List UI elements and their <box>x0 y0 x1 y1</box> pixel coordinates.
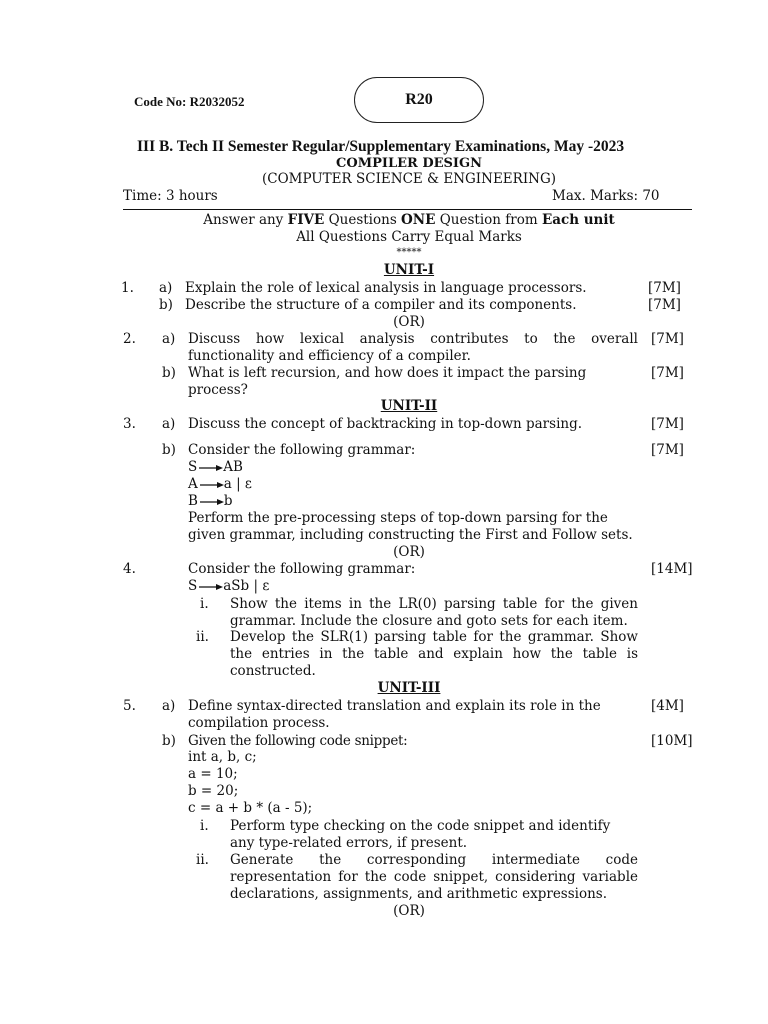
instr-each-unit: Each unit <box>541 212 615 228</box>
q2b-marks: [7M] <box>651 365 684 381</box>
code-line-4: c = a + b * (a - 5); <box>188 800 313 816</box>
time-label: Time: 3 hours <box>123 188 218 204</box>
or-separator-2: (OR) <box>393 544 425 560</box>
q5a-label: a) <box>162 698 176 714</box>
produces-arrow-icon <box>198 480 224 490</box>
produces-arrow-icon <box>198 497 224 507</box>
q1a-marks: [7M] <box>648 280 681 296</box>
q3b-marks: [7M] <box>651 442 684 458</box>
code-line-1: int a, b, c; <box>188 749 257 765</box>
q3-number: 3. <box>123 416 136 432</box>
q3b-label: b) <box>162 442 176 458</box>
grammar-lhs: S <box>188 578 198 594</box>
code-line-3: b = 20; <box>188 783 239 799</box>
q1a-text: Explain the role of lexical analysis in language processors. <box>185 280 587 296</box>
or-separator-1: (OR) <box>393 314 425 330</box>
grammar-rhs: AB <box>223 459 243 475</box>
grammar-rhs: aSb | ε <box>223 578 270 594</box>
q3-grammar-rule-2 <box>188 476 252 493</box>
grammar-lhs: B <box>188 493 198 509</box>
unit-3-heading: UNIT-III <box>377 680 441 696</box>
q2a-marks: [7M] <box>651 331 684 347</box>
q5-i-label: i. <box>200 818 209 834</box>
grammar-rhs: a | ε <box>223 476 252 492</box>
q2-number: 2. <box>123 331 136 347</box>
or-separator-3: (OR) <box>393 903 425 919</box>
q5b-text: Given the following code snippet: <box>188 733 408 749</box>
q5-ii-label: ii. <box>196 852 209 868</box>
subject-title: COMPILER DESIGN <box>336 156 482 171</box>
q3-grammar-rule-1 <box>188 459 243 476</box>
header-divider <box>123 209 692 210</box>
q2a-text: Discuss how lexical analysis contributes to the overall functionality and efficiency of a compiler. <box>188 331 638 364</box>
q3a-label: a) <box>162 416 176 432</box>
instruction-line-2: All Questions Carry Equal Marks <box>296 229 522 245</box>
q5b-label: b) <box>162 733 176 749</box>
exam-title: III B. Tech II Semester Regular/Supplementary Examinations, May -2023 <box>137 138 625 155</box>
grammar-lhs: S <box>188 459 198 475</box>
instr-text-a: Answer any <box>203 212 288 228</box>
q1-number: 1. <box>121 280 134 296</box>
q1b-marks: [7M] <box>648 297 681 313</box>
q5-ii-text: Generate the corresponding intermediate code representation for the code snippet, considering variable declarations, assignments, and arithmetic expressions. <box>230 852 638 902</box>
q4-text: Consider the following grammar: <box>188 561 416 577</box>
code-line-2: a = 10; <box>188 766 238 782</box>
q5-i-text: Perform type checking on the code snippet and identify any type-related errors, if present. <box>230 818 611 851</box>
unit-1-heading: UNIT-I <box>383 262 435 278</box>
q4-i-text: Show the items in the LR(0) parsing table for the given grammar. Include the closure and goto sets for each item. <box>230 596 638 629</box>
q4-ii-text: Develop the SLR(1) parsing table for the grammar. Show the entries in the table and explain how the table is constructed. <box>230 629 638 679</box>
produces-arrow-icon <box>197 582 223 592</box>
instr-five: FIVE <box>287 212 325 228</box>
q1b-text: Describe the structure of a compiler and its components. <box>185 297 577 313</box>
regulation-badge <box>354 77 484 123</box>
instruction-stars: ***** <box>396 247 422 258</box>
regulation-label: R20 <box>405 91 433 108</box>
q2b-text: What is left recursion, and how does it impact the parsing process? <box>188 365 587 398</box>
unit-2-heading: UNIT-II <box>380 398 438 414</box>
q4-ii-label: ii. <box>196 629 209 645</box>
q2b-label: b) <box>162 365 176 381</box>
produces-arrow-icon <box>197 463 223 473</box>
q4-number: 4. <box>123 561 136 577</box>
q4-i-label: i. <box>200 596 209 612</box>
grammar-rhs: b <box>223 493 233 509</box>
q5-number: 5. <box>123 698 136 714</box>
grammar-lhs: A <box>188 476 198 492</box>
q3b-text-2: Perform the pre-processing steps of top-down parsing for the given grammar, including constructing the First and Follow sets. <box>188 510 633 543</box>
branch-title: (COMPUTER SCIENCE & ENGINEERING) <box>261 171 557 187</box>
instr-text-e: Question from <box>435 212 542 228</box>
instr-text-c: Questions <box>324 212 402 228</box>
q5a-marks: [4M] <box>651 698 684 714</box>
max-marks-label: Max. Marks: 70 <box>552 188 660 204</box>
q2a-label: a) <box>162 331 176 347</box>
instruction-line-1 <box>25 212 768 229</box>
q3-grammar-rule-3 <box>188 493 233 510</box>
q3a-marks: [7M] <box>651 416 684 432</box>
q3b-text: Consider the following grammar: <box>188 442 416 458</box>
q4-marks: [14M] <box>651 561 693 577</box>
q1b-label: b) <box>159 297 173 313</box>
q1a-label: a) <box>159 280 173 296</box>
q5a-text: Define syntax-directed translation and explain its role in the compilation process. <box>188 698 601 731</box>
q3a-text: Discuss the concept of backtracking in top-down parsing. <box>188 416 583 432</box>
code-number: Code No: R2032052 <box>134 94 245 109</box>
q5b-marks: [10M] <box>651 733 693 749</box>
q4-grammar-rule <box>188 578 269 595</box>
instr-one: ONE <box>401 212 436 228</box>
